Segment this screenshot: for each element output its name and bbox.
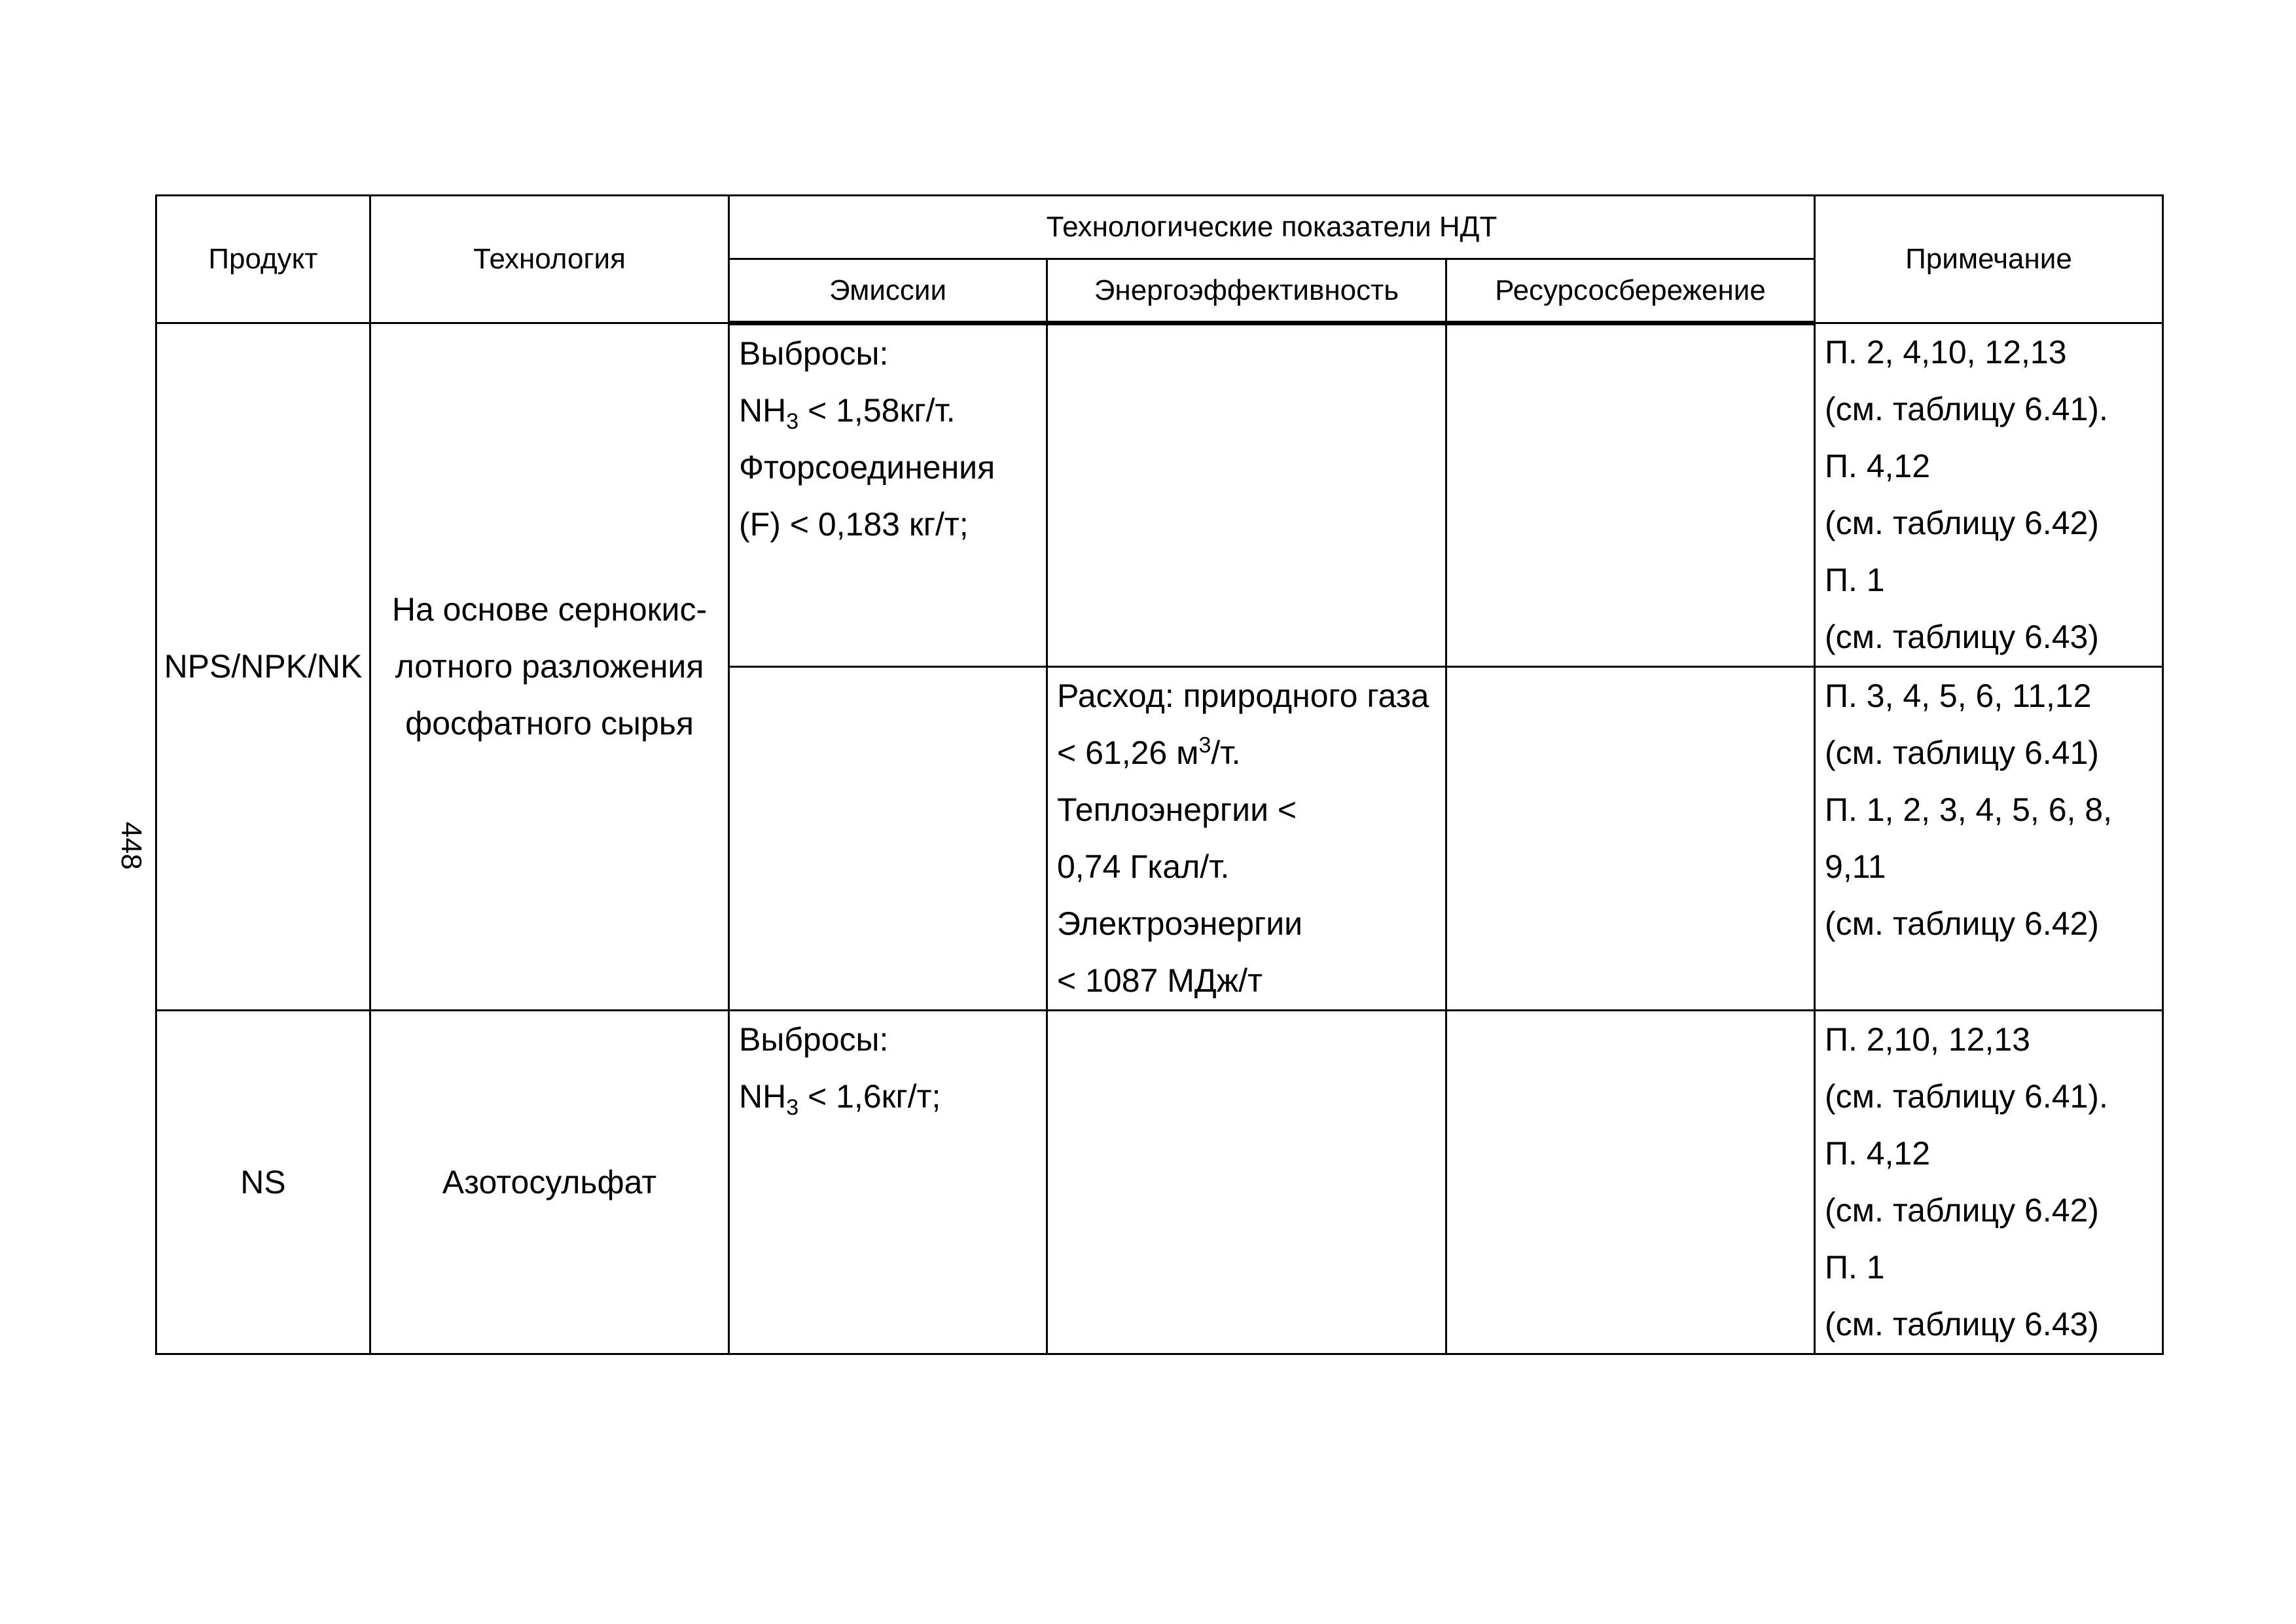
resource-cell <box>1446 323 1815 667</box>
table-row <box>156 1011 2163 1354</box>
emissions-cell <box>729 1011 1047 1354</box>
technology-cell: Азотосульфат <box>370 1011 729 1354</box>
note-line: П. 4,12 <box>1825 1135 1931 1172</box>
energy-line: 0,74 Гкал/т. <box>1057 848 1230 885</box>
header-resource-saving: Ресурсосбережение <box>1446 259 1815 323</box>
energy-line: Расход: природного газа <box>1057 677 1429 714</box>
emissions-line: Выбросы: <box>739 335 889 372</box>
header-technology: Технология <box>370 196 729 323</box>
header-energy-efficiency: Энергоэффективность <box>1047 259 1446 323</box>
emissions-line: $NH_3 < 1,6кг/т$; <box>739 1078 941 1120</box>
note-line: (см. таблицу 6.42) <box>1825 1192 2099 1229</box>
resource-cell <box>1446 667 1815 1011</box>
emissions-line: Выбросы: <box>739 1021 889 1058</box>
header-bat-indicators: Технологические показатели НДТ <box>729 196 1815 259</box>
note-line: П. 1, 2, 3, 4, 5, 6, 8, <box>1825 791 2112 828</box>
page-number: 448 <box>115 821 147 870</box>
note-line: П. 4,12 <box>1825 448 1931 484</box>
note-line: (см. таблицу 6.41). <box>1825 391 2108 427</box>
note-line: П. 3, 4, 5, 6, 11,12 <box>1825 677 2092 714</box>
note-line: (см. таблицу 6.42) <box>1825 905 2099 942</box>
technology-line: На основе сернокис- <box>391 591 708 628</box>
energy-cell <box>1047 323 1446 667</box>
energy-line: Теплоэнергии < <box>1057 791 1297 828</box>
note-cell <box>1815 323 2163 667</box>
emissions-line: Фторсоединения <box>739 449 996 486</box>
energy-line: < 61,26 $м^3/т$. <box>1057 732 1241 771</box>
technology-line: фосфатного сырья <box>405 705 694 742</box>
note-cell <box>1815 667 2163 1011</box>
table-row <box>156 323 2163 667</box>
energy-cell <box>1047 667 1446 1011</box>
note-line: П. 1 <box>1825 562 1885 598</box>
emissions-line: $NH_3 < 1,58кг/т$. <box>739 392 956 434</box>
product-cell: NS <box>156 1011 370 1354</box>
note-line: (см. таблицу 6.43) <box>1825 1306 2099 1343</box>
emissions-cell <box>729 667 1047 1011</box>
note-line: П. 1 <box>1825 1249 1885 1286</box>
emissions-line: (F) < 0,183 кг/т; <box>739 506 969 543</box>
note-line: (см. таблицу 6.41). <box>1825 1078 2108 1115</box>
note-line: П. 2,10, 12,13 <box>1825 1021 2030 1058</box>
header-emissions: Эмиссии <box>729 259 1047 323</box>
note-line: П. 2, 4,10, 12,13 <box>1825 334 2067 370</box>
product-cell: NPS/NPK/NK <box>156 323 370 1011</box>
note-line: (см. таблицу 6.42) <box>1825 505 2099 541</box>
note-line: 9,11 <box>1825 848 1886 885</box>
note-line: (см. таблицу 6.41) <box>1825 734 2099 771</box>
header-note: Примечание <box>1815 196 2163 323</box>
technology-cell <box>370 323 729 1011</box>
technology-line: лотного разложения <box>395 648 704 685</box>
energy-line: Электроэнергии <box>1057 905 1303 942</box>
bat-indicators-table <box>155 194 2164 1355</box>
resource-cell <box>1446 1011 1815 1354</box>
note-cell <box>1815 1011 2163 1354</box>
note-line: (см. таблицу 6.43) <box>1825 619 2099 655</box>
header-product: Продукт <box>156 196 370 323</box>
energy-line: < 1087 МДж/т <box>1057 962 1263 999</box>
emissions-cell <box>729 323 1047 667</box>
energy-cell <box>1047 1011 1446 1354</box>
table-header-row <box>156 196 2163 259</box>
